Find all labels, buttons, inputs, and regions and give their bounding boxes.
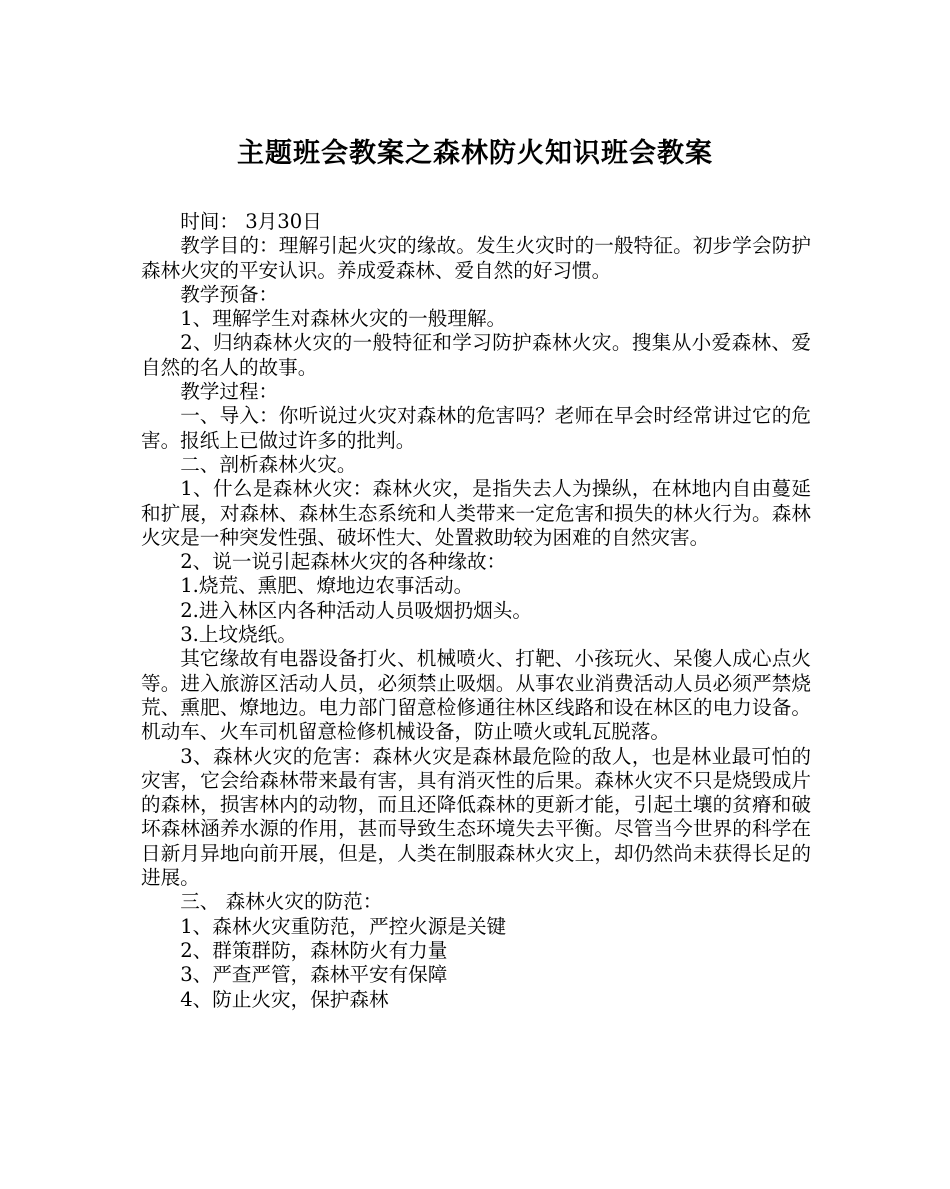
paragraph-prevention-4: 4、防止火灾，保护森林 (180, 987, 389, 1011)
paragraph-cause-1: 1.烧荒、熏肥、燎地边农事活动。 (180, 574, 474, 598)
paragraph-process-heading: 教学过程： (180, 380, 279, 404)
paragraph-analysis-heading: 二、剖析森林火灾。 (180, 452, 357, 476)
paragraph-other-causes: 其它缘故有电器设备打火、机械喷火、打靶、小孩玩火、呆傻人成心点火等。进入旅游区活动人员，必须禁止吸烟。从事农业消费活动人员必须严禁烧荒、熏肥、燎地边。电力部门留意检修通往林区线路和设在林区的电力设备。机动车、火车司机留意检修机械设备，防止喷火或轧瓦脱落。 (141, 647, 811, 744)
document-title: 主题班会教案之森林防火知识班会教案 (237, 138, 713, 169)
paragraph-time: 时间： 3月30日 (180, 210, 322, 233)
paragraph-prevention-1: 1、森林火灾重防范，严控火源是关键 (180, 914, 507, 938)
paragraph-objective: 教学目的：理解引起火灾的缘故。发生火灾时的一般特征。初步学会防护森林火灾的平安认识。养成爱森林、爱自然的好习惯。 (141, 234, 811, 282)
paragraph-harm: 3、森林火灾的危害：森林火灾是森林最危险的敌人，也是林业最可怕的灾害，它会给森林带来最有害，具有消灭性的后果。森林火灾不只是烧毁成片的森林，损害林内的动物，而且还降低森林的更新才能，引起土壤的贫瘠和破坏森林涵养水源的作用，甚而导致生态环境失去平衡。尽管当今世界的科学在日新月异地向前开展，但是，人类在制服森林火灾上，却仍然尚未获得长足的进展。 (141, 744, 811, 890)
paragraph-definition: 1、什么是森林火灾：森林火灾，是指失去人为操纵，在林地内自由蔓延和扩展，对森林、森林生态系统和人类带来一定危害和损失的林火行为。森林火灾是一种突发性强、破坏性大、处置救助较为困难的自然灾害。 (141, 477, 811, 549)
paragraph-causes-heading: 2、说一说引起森林火灾的各种缘故： (180, 550, 507, 574)
paragraph-preparation-2: 2、归纳森林火灾的一般特征和学习防护森林火灾。搜集从小爱森林、爱自然的名人的故事。 (141, 331, 811, 379)
paragraph-cause-3: 3.上坟烧纸。 (180, 623, 297, 647)
paragraph-preparation-1: 1、理解学生对森林火灾的一般理解。 (180, 307, 507, 331)
paragraph-cause-2: 2.进入林区内各种活动人员吸烟扔烟头。 (180, 598, 532, 622)
document-body (141, 210, 811, 1012)
paragraph-introduction: 一、导入：你听说过火灾对森林的危害吗？老师在早会时经常讲过它的危害。报纸上已做过许多的批判。 (141, 404, 811, 452)
paragraph-prevention-3: 3、严查严管，森林平安有保障 (180, 963, 448, 987)
paragraph-preparation-heading: 教学预备： (180, 282, 279, 306)
paragraph-prevention-2: 2、群策群防，森林防火有力量 (180, 938, 448, 962)
paragraph-prevention-heading: 三、 森林火灾的防范： (180, 890, 383, 914)
